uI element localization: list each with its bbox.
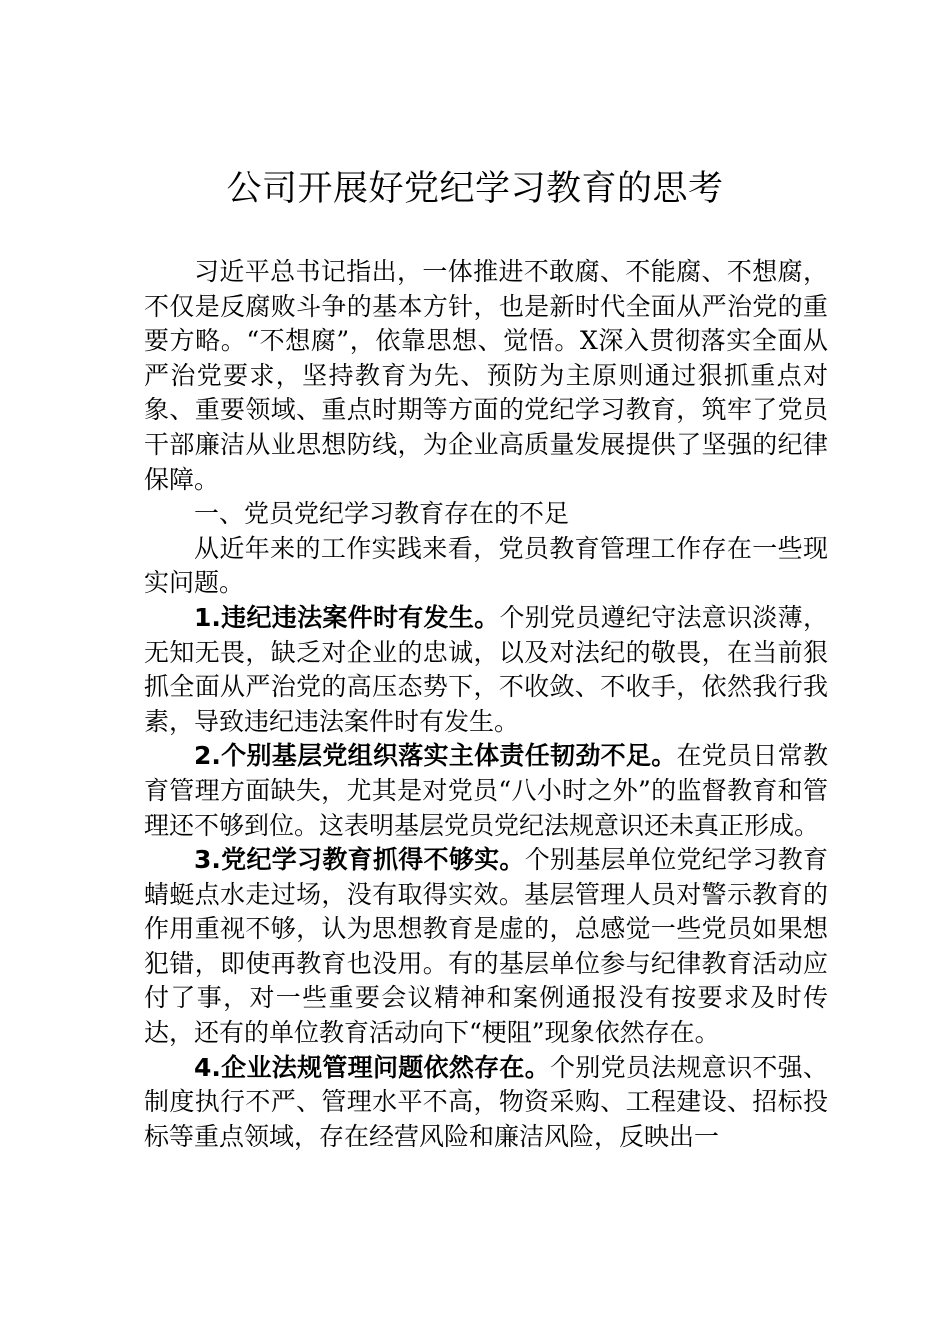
paragraph — [144, 255, 828, 497]
document-body — [144, 255, 828, 1154]
paragraph-text: 个别基层单位党纪学习教育蜻蜓点水走过场，没有取得实效。基层管理人员对警示教育的作用重视不够，认为思想教育是虚的，总感觉一些党员如果想犯错，即使再教育也没用。有的基层单位参与纪律教育活动应付了事，对一些重要会议精神和案例通报没有按要求及时传达，还有的单位教育活动向下“梗阻”现象依然存在。 — [144, 845, 828, 1048]
paragraph-text: 习近平总书记指出，一体推进不敢腐、不能腐、不想腐，不仅是反腐败斗争的基本方针，也是新时代全面从严治党的重要方略。“不想腐”，依靠思想、觉悟。X深入贯彻落实全面从严治党要求，坚持教育为先、预防为主原则通过狠抓重点对象、重要领域、重点时期等方面的党纪学习教育，筑牢了党员干部廉洁从业思想防线，为企业高质量发展提供了坚强的纪律保障。 — [144, 257, 828, 494]
document-title: 公司开展好党纪学习教育的思考 — [226, 169, 724, 209]
paragraph — [144, 739, 828, 843]
paragraph — [144, 843, 828, 1051]
paragraph-lead: 2.个别基层党组织落实主体责任韧劲不足。 — [194, 741, 677, 771]
paragraph-lead: 4.企业法规管理问题依然存在。 — [194, 1052, 551, 1082]
paragraph-text: 从近年来的工作实践来看，党员教育管理工作存在一些现实问题。 — [144, 533, 828, 598]
paragraph-lead: 3.党纪学习教育抓得不够实。 — [194, 845, 525, 875]
paragraph-text: 在党员日常教育管理方面缺失，尤其是对党员“八小时之外”的监督教育和管理还不够到位。这表明基层党员党纪法规意识还未真正形成。 — [144, 741, 828, 840]
paragraph — [144, 1051, 828, 1155]
paragraph — [144, 601, 828, 739]
paragraph-lead: 1.违纪违法案件时有发生。 — [194, 602, 500, 632]
section-heading — [144, 497, 828, 532]
paragraph-text: 个别党员遵纪守法意识淡薄，无知无畏，缺乏对企业的忠诚，以及对法纪的敬畏，在当前狠抓全面从严治党的高压态势下，不收敛、不收手，依然我行我素，导致违纪违法案件时有发生。 — [144, 602, 828, 736]
paragraph-text: 一、党员党纪学习教育存在的不足 — [194, 499, 570, 529]
paragraph — [144, 532, 828, 601]
paragraph-text: 个别党员法规意识不强、制度执行不严、管理水平不高，物资采购、工程建设、招标投标等重点领域，存在经营风险和廉洁风险，反映出一 — [144, 1052, 828, 1151]
